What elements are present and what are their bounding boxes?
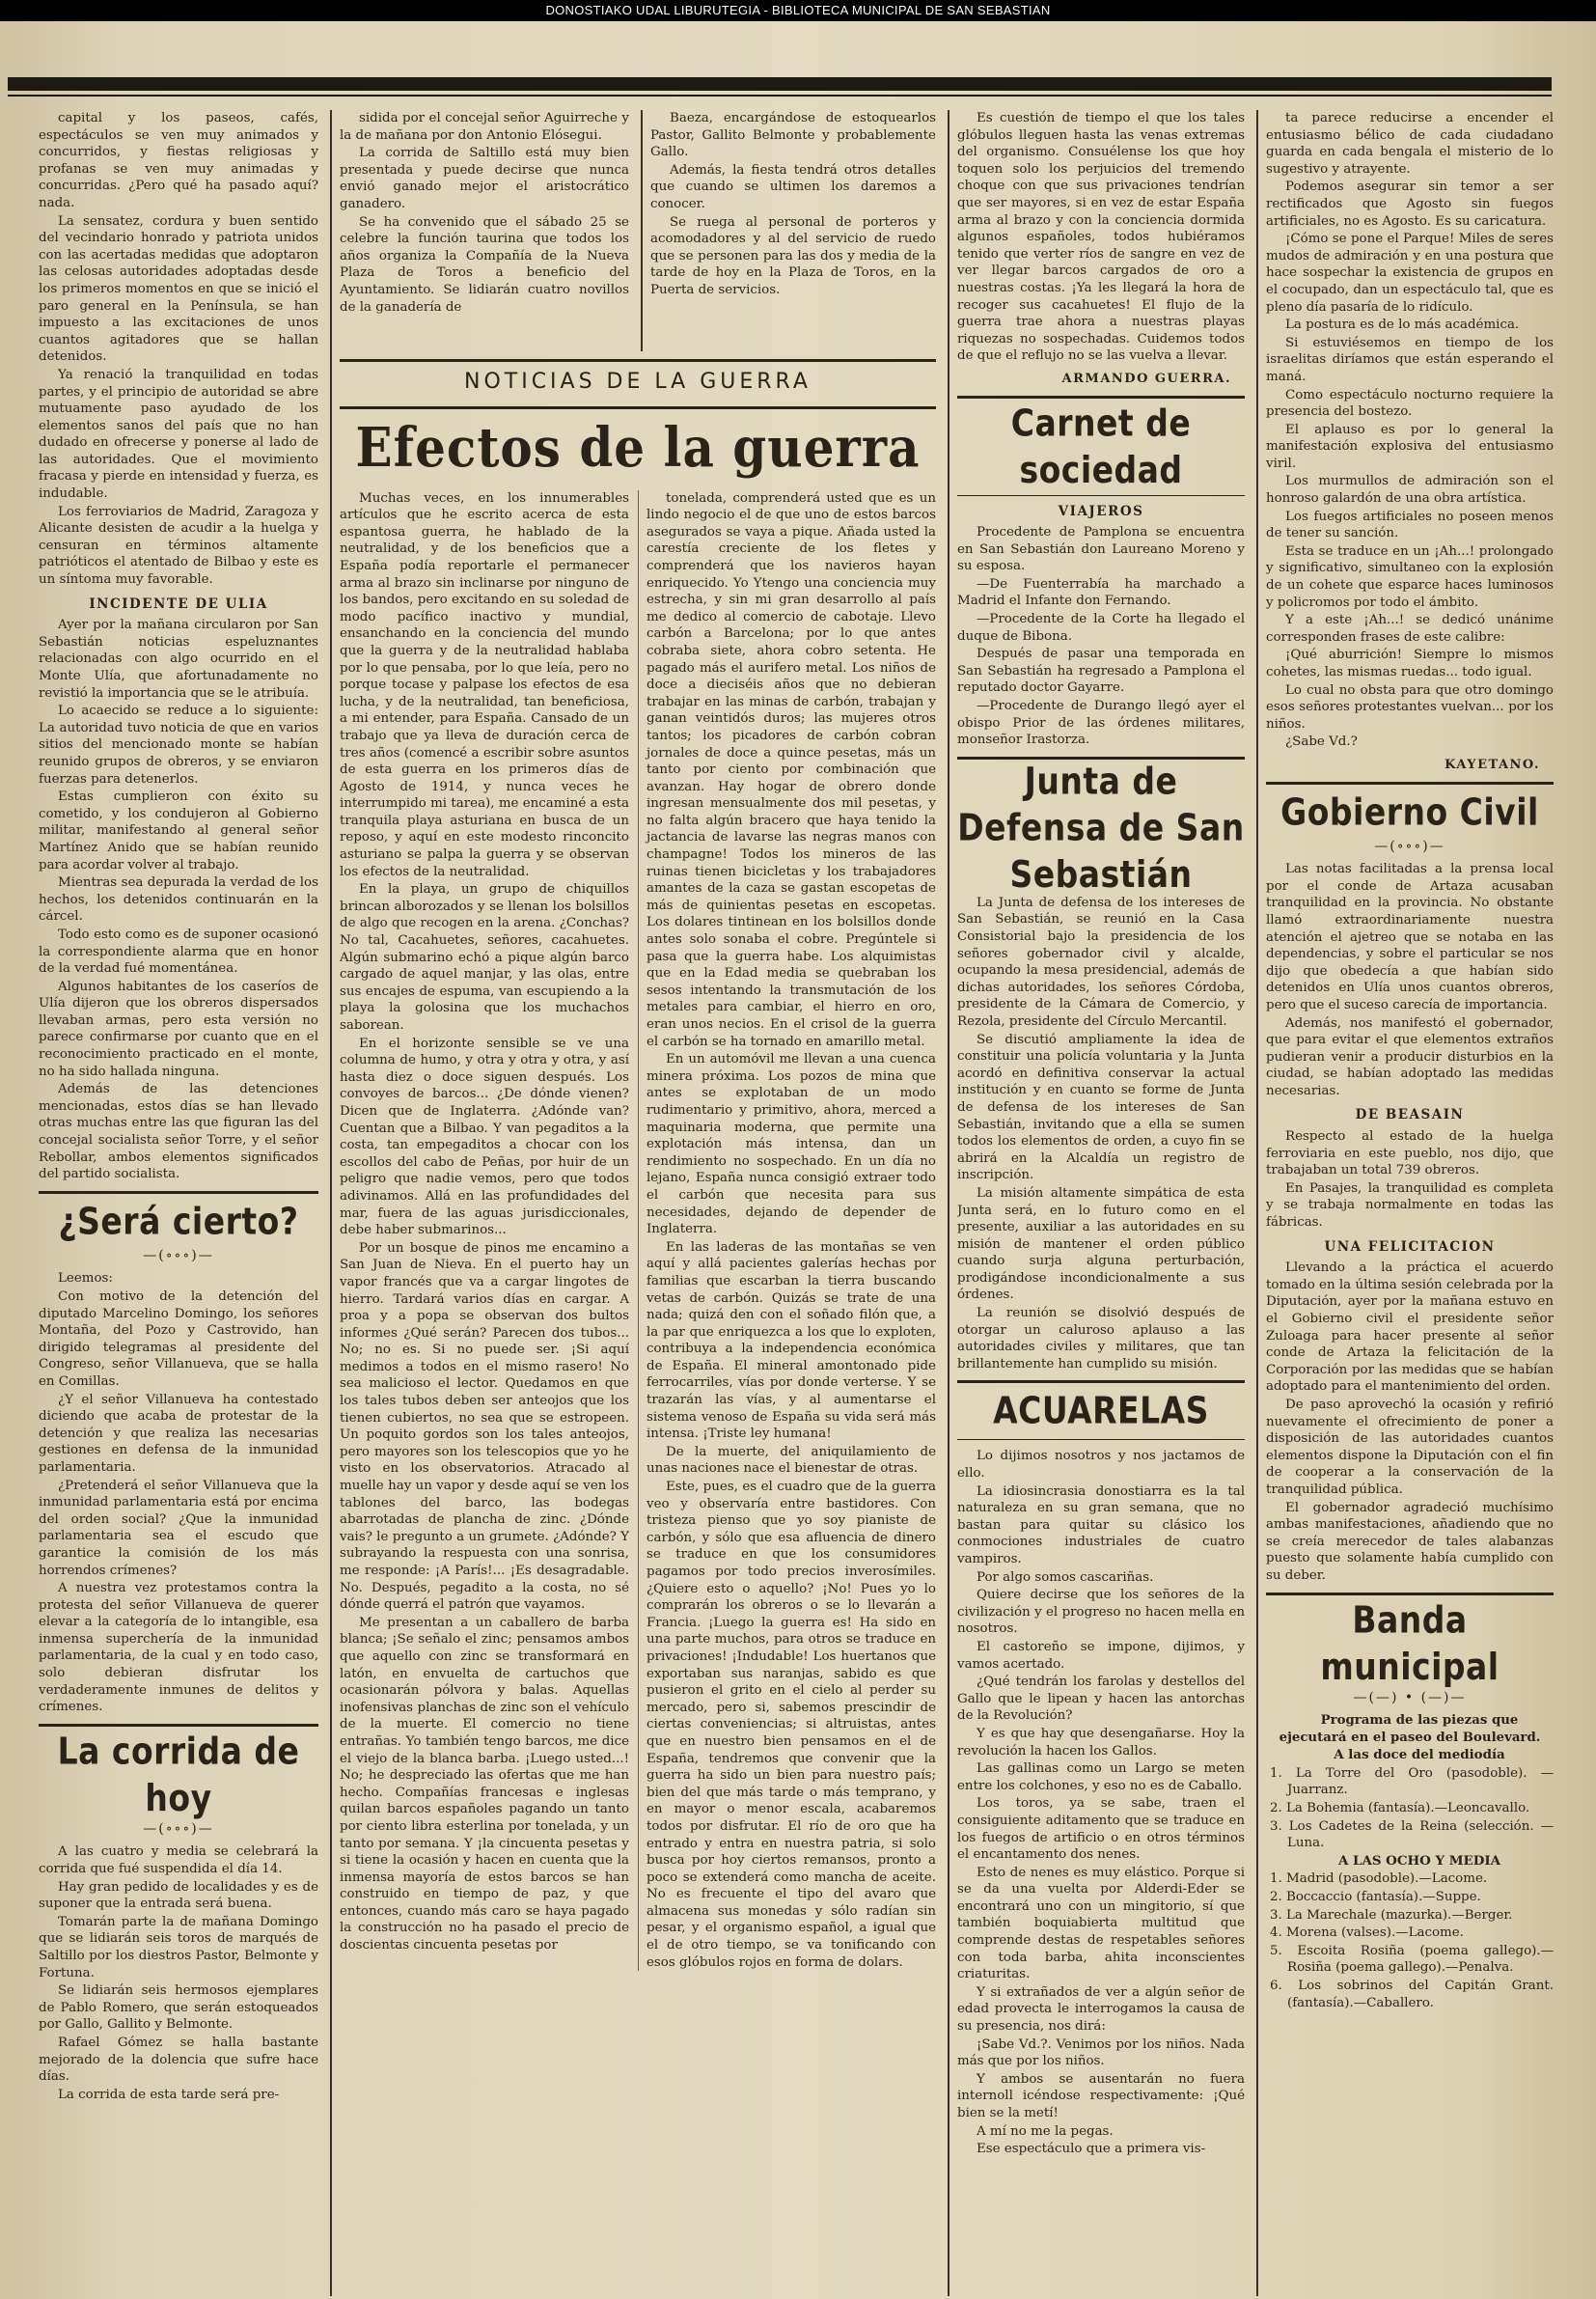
paragraph: —Procedente de Durango llegó ayer el obispo Prior de las órdenes militares, monseñor Irastorza. [957, 699, 1245, 748]
corrida-continued [340, 110, 629, 316]
paragraph: A nuestra vez protestamos contra la protesta del señor Villanueva de querer elevar a la categoría de lo intangible, esa inmensa superchería de la inmunidad parlamentaria, de la cual y en todo caso, solo debieran disfrutar los verdaderamente inmunes de delitos y crímenes. [39, 1581, 318, 1715]
paragraph: Por un bosque de pinos me encamino a San Juan de Nieva. En el puerto hay un vapor francés que va a cargar lingotes de hierro. Tardará varios días en cargar. A proa y a popa se observan dos bultos informes ¿Qué serán? Parecen dos tubos... No; no es. Si no puede ser. ¡Si aquí medimos a todos en el mismo rasero! No sea malicioso el lector. Quedamos en que los tales tubos deben ser anteojos que los tienen cubiertos, no sea que se estropeen. Un poquito gordos son los tales anteojos, pero mayores son los telescopios que yo he visto en los observatorios. Atracado al muelle hay un vapor y desde aquí se ven los tablones del barco, las bodegas abarrotadas de plancha de zinc. ¿Dónde vais? le pregunto a un grumete. ¿Adónde? Y subrayando la respuesta con una sonrisa, me responde: ¡A París!... ¡Es desagradable. No. Después, pegadito a la costa, no sé dónde querrá el patrón que vayamos. [340, 1240, 629, 1613]
paragraph: ¡Sabe Vd.?. Venimos por los niños. Nada más que por los niños. [957, 2036, 1245, 2069]
paragraph: La idiosincrasia donostiarra es la tal naturaleza en su gran semana, que no bastan para quitar su clásico los conmociones industriales de cuatro vampiros. [957, 1483, 1245, 1566]
paragraph: Se lidiarán seis hermosos ejemplares de Pablo Romero, que serán estoqueados por Gallo, Gallito y Belmonte. [39, 1983, 318, 2033]
paragraph: sidida por el concejal señor Aguirreche y la de mañana por don Antonio Elósegui. [340, 111, 629, 143]
masthead-rule [8, 77, 1552, 91]
paragraph: Baeza, encargándose de estoquearlos Pastor, Gallito Belmonte y probablemente Gallo. [650, 111, 936, 160]
corrida-details [650, 110, 936, 299]
paragraph: Llevando a la práctica el acuerdo tomado en la última sesión celebrada por la Diputación, ayer por la mañana estuvo en el Gobierno civil el presidente señor Zuloaga para hacer presente al señor conde de Artaza la felicitación de la Corporación por las medidas que se habían adoptado para el mantenimiento del orden. [1266, 1260, 1554, 1395]
paragraph: Es cuestión de tiempo el que los tales glóbulos lleguen hasta las venas extremas del organismo. Consuélense los que hoy toquen solo los perjuicios del tremendo choque con que sus privaciones tendrían que ser mayores, si en vez de estar España arma al brazo y con la conciencia dormida algunos españoles, todos hubiéramos tenido que verter ríos de sangre en vez de ver llegar barcos cargados de oro a nuestras costas. ¡Ya les llegará la hora de recoger sus cacahuetes! El flujo de la guerra trae ahora a nuestras playas riquezas no sospechadas. Cuidemos todos de que el reflujo no se las vuelva a llevar. [957, 111, 1245, 364]
paragraph: Podemos asegurar sin temor a ser rectificados que Agosto sin fuegos artificiales, no es Agosto. Es su caricatura. [1266, 180, 1554, 229]
paragraph: ¿Qué tendrán los farolas y destellos del Gallo que le lipean y hacen las antorchas de la Revolución? [957, 1675, 1245, 1724]
paragraph: La reunión se disolvió después de otorgar un caluroso aplauso a las autoridades civiles y militares, que tan brillantemente han cumplido su misión. [957, 1306, 1245, 1371]
section-rule [957, 1380, 1245, 1383]
column-2-top [340, 110, 629, 342]
paragraph: 5. Escoita Rosiña (poema gallego).—Rosiña (poema gallego).—Penalva. [1270, 1943, 1554, 1976]
banda-intro: Programa de las piezas que ejecutará en el paseo del Boulevard. [1279, 1713, 1541, 1745]
paragraph: Los ferroviarios de Madrid, Zaragoza y Alicante desisten de acudir a la huelga y censuran en términos altamente patrióticos el atentado de Bilbao y este es un síntoma muy favorable. [39, 504, 318, 588]
paragraph: ¿Sabe Vd.? [1285, 734, 1358, 750]
paragraph: Quiere decirse que los señores de la civilización y el progreso no hacen mella en nosotros. [957, 1588, 1245, 1637]
paragraph: ¡Cómo se pone el Parque! Miles de seres mudos de admiración y en una postura que hace sospechar la existencia de grupos en el cocupado, dan un espectáculo tal, que es pleno día pasaría de lo ridículo. [1266, 232, 1554, 315]
acuarelas-title: ACUARELAS [993, 1389, 1209, 1433]
paragraph: Y ambos se ausentarán no fuera internoll icéndose respectivamente: ¡Qué bien se la metí! [957, 2071, 1245, 2120]
paragraph: 2. La Bohemia (fantasía).—Leoncavallo. [1270, 1801, 1530, 1816]
junta-text [957, 895, 1245, 1373]
war-conclusion [957, 110, 1245, 365]
paragraph: Además, nos manifestó el gobernador, que para evitar el que elementos extraños pudieran venir a producir disturbios en la ciudad, se habían adoptado las medidas necesarias. [1266, 1015, 1554, 1098]
section-rule [39, 1191, 318, 1194]
junta-title: Junta de Defensa de San Sebastián [957, 759, 1245, 896]
incidente-title: INCIDENTE DE ULIA [89, 596, 268, 612]
paragraph: Lo acaecido se reduce a lo siguiente: La autoridad tuvo noticia de que en varios sitios del mencionado monte se habían reunido grupos de obreros, y se enviaron fuerzas para detenerlos. [39, 704, 318, 787]
paragraph: 4. Morena (valses).—Lacome. [1270, 1925, 1464, 1941]
paragraph: De paso aprovechó la ocasión y refirió nuevamente el ofrecimiento de poner a disposición de las autoridades cuantos elementos dispone la Diputación con el fin de cooperar a la conservación de la tranquilidad pública. [1266, 1397, 1554, 1497]
war-body [340, 490, 936, 1972]
paragraph: Este, pues, es el cuadro que de la guerra veo y observaría entre bastidores. Con tristeza pienso que yo soy pianiste de carbón, y sólo que esa afluencia de dinero se traduce en que los consumidores pagamos por todo precios inverosímiles. ¿Quiere esto o aquello? ¡No! Pues yo lo comprarán los obreros o se lo llevarán a Francia. ¡Luego la guerra es! Ha sido en una parte muchos, para otros se traduce en privaciones! ¡Indudable! Los huertanos que exportaban sus naranjas, sabido es que pusieron el grito en el cielo al perder su mercado, pero si, sabemos prescindir de ciertas conveniencias; si altruistas, antes que en nuestro bien pensamos en el de España, tendremos que convenir que la guerra ha sido un bien para nuestro país; bien del que más tarde o más temprano, y en mayor o menor escala, acabaremos todos por disfrutar. El río de oro que ha entrado y entra en nuestra patria, si solo busca por hoy ciertos remansos, pronto a poco se extenderá como mancha de aceite. No es frecuente el tipo del avaro que almacena sus monedas y sólo radían sin pesar, y el organismo español, a igual que el de otro tiempo, se va tonificando con esos glóbulos rojos en forma de dolars. [647, 1480, 936, 1970]
column-separator [330, 110, 332, 2296]
paragraph: Algunos habitantes de los caseríos de Ulía dijeron que los obreros dispersados llevaban armas, pero esta versión no parece confirmarse por cuanto que en el reconocimiento practicado en el monte, no ha sido hallada ninguna. [39, 979, 318, 1079]
paragraph: Me presentan a un caballero de barba blanca; ¡Se señalo el zinc; pensamos ambos que aquello con zinc se transformará en latón, en envuelta de cartuchos que ocasionarán pólvora y balas. Aquellas inofensivas planchas de zinc son el vehículo de la muerte. El comercio no tiene entrañas. Yo también tengo barcos, me dice el viejo de la blanca barba. ¡Luego usted...! No; he despreciado las ofertas que me han hecho. Compañías francesas e inglesas quilan barcos españoles pagando un tanto por ciento libra esterlina por tonelada, y un tanto por semana. Y ¡la cincuenta pesetas y si tiene la ocasión y hacen en cuenta que la inmensa mayoría de estos barcos se han construido en tiempo de paz, y que entonces, cuando más caro se haya pagado la construcción no ha pasado el precio de doscientas cincuenta pesetas por [340, 1615, 629, 1953]
gobierno-text [1266, 861, 1554, 1099]
paragraph: En un automóvil me llevan a una cuenca minera próxima. Los pozos de mina que antes se explotaban de un modo rudimentario y primitivo, ahora, merced a maquinaria moderna, que permite una explotación más intensa, dan un rendimiento no sospechado. En un día no lejano, España nunca consigió extraer todo el carbón que necesita para sus necesidades, dejando de depender de Inglaterra. [647, 1052, 936, 1237]
paragraph: El gobernador agradeció muchísimo ambas manifestaciones, añadiendo que no se creía merecedor de tales alabanzas puesto que solamente había cumplido con su deber. [1266, 1500, 1554, 1583]
paragraph: Rafael Gómez se halla bastante mejorado de la dolencia que sufre hace días. [39, 2035, 318, 2085]
paragraph: Y si extrañados de ver a algún señor de edad provecta le interrogamos la causa de su presencia, nos dirá: [957, 1984, 1245, 2035]
paragraph: La corrida de esta tarde será pre- [58, 2087, 280, 2102]
felicitacion-title: UNA FELICITACION [1324, 1238, 1496, 1255]
column-separator [1256, 110, 1258, 2296]
paragraph: En las laderas de las montañas se ven aquí y allá pacientes galerías hechas por familias que escarban la tierra buscando vetas de carbón. Quizás se trate de una nada; quizá den con el soñado filón que, a la par que enriquezca a los que lo exploten, contribuya a la independencia económica de España. El mineral amontonado pide ferrocarriles, vías por donde verterse. Y se trazarán las vías, y al aumentarse el sistema venoso de España su vida será más intensa. ¡Triste ley humana! [647, 1239, 936, 1442]
corrida-ornament: —(∘∘∘)— [143, 1820, 214, 1837]
paragraph: Lo dijimos nosotros y nos jactamos de ello. [957, 1449, 1245, 1482]
paragraph: 1. La Torre del Oro (pasodoble). — Juarranz. [1270, 1765, 1554, 1798]
paragraph: La Junta de defensa de los intereses de San Sebastián, se reunió en la Casa Consistorial bajo la presidencia de los señores gobernador civil y alcalde, ocupando la mesa presidencial, además de dichas autoridades, los señores Córdoba, presidente de la Cámara de Comercio, y Rezola, presidente del Círculo Mercantil. [957, 895, 1245, 1029]
paragraph: El aplauso es por lo general la manifestación explosiva del entusiasmo viril. [1266, 422, 1554, 471]
paragraph: tonelada, comprenderá usted que es un lindo negocio el de que uno de estos barcos asegurados se vaya a pique. Añada usted la carestía creciente de los fletes y comprenderá que los navieros hayan enriquecido. Yo Ytengo una conciencia muy estrecha, y sin mi gran desarrollo al país me dedico al comercio de cabotaje. Llevo carbón a Barcelona; por lo que antes cobraba siete, ahora cobro setenta. He pagado más el aurifero metal. Los niños de doce a dieciséis años que no debieran trabajar en las minas de carbón, trabajan y ganan veintidós duros; las mujeres otros tantos; los picadores de carbón cobran jornales de doce a quince pesetas, más un tanto por ciento por combinación que avanzan. Hay hogar de obrero donde ingresan mensualmente dos mil pesetas, y no falta algún bracero que haya tenido la jactancia de lavarse las negras manos con champagne! Todos los mineros de las ruinas tienen bicicletas y los trabajadores amantes de la caza se gastan escopetas de más de quinientas pesetas en escopetas. Los dolares tintinean en los bolsillos donde antes solo sonaba el cobre. Pregúntele si pasa que la guerra habe. Los alquimistas que en la Edad media se quebraban los sesos intentando la transmutación de los metales para cambiar, el hierro en oro, eran unos necios. En el crisol de la guerra el carbón se ha tornado en amarillo metal. [647, 490, 936, 1049]
banda-ornament: —(—) • (—)— [1353, 1689, 1467, 1705]
paragraph: En la playa, un grupo de chiquillos brincan alborozados y se llenan los bolsillos de algo que recogen en la arena. ¿Conchas? No tal, Cacahuetes, señores, cacahuetes. Algún submarino echó a pique algún barco cargado de aquel manjar, y las olas, entre sus encajes de espuma, van escupiendo a la playa la golosina que los muchachos saborean. [340, 882, 629, 1033]
paragraph: De la muerte, del aniquilamiento de unas naciones nace el bienestar de otras. [647, 1444, 936, 1477]
paragraph: A mí no me la pegas. [977, 2123, 1114, 2139]
acuarelas-signature: KAYETANO. [1445, 757, 1540, 772]
paragraph: capital y los paseos, cafés, espectáculos se ven muy animados y concurridos, y fiestas religiosas y profanas se ven muy animadas y concurridas. ¿Pero qué ha pasado aquí? nada. [39, 111, 318, 210]
paragraph: En Pasajes, la tranquilidad es completa y se trabaja normalmente en todas las fábricas. [1266, 1180, 1554, 1231]
paragraph: ¡Qué aburrición! Siempre lo mismos cohetes, las mismas ruedas... todo igual. [1266, 648, 1554, 679]
beasain-title: DE BEASAIN [1355, 1107, 1465, 1123]
viajeros-title: VIAJEROS [1058, 503, 1144, 519]
paragraph: 3. Los Cadetes de la Reina (selección. — Luna. [1270, 1818, 1554, 1851]
paragraph: Por algo somos cascariñas. [977, 1569, 1154, 1585]
paragraph: Ese espectáculo que a primera vis- [977, 2142, 1206, 2157]
section-rule [1266, 782, 1554, 785]
war-title: Efectos de la guerra [355, 414, 921, 480]
paragraph: Todo esto como es de suponer ocasionó la correspondiente alarma que en honor de la verdad fué momentánea. [39, 927, 318, 977]
war-header-box [340, 359, 936, 409]
column-3-top [650, 110, 936, 342]
paragraph: Muchas veces, en los innumerables artículos que he escrito acerca de esta espantosa guerra, he hablado de la neutralidad, y de los beneficios que a España podía reportarle el permanecer arma al brazo sin inclinarse por ninguno de los bandos, pero excitando en su soledad de modo pacífico inactivo y mundial, ensanchando en la conciencia del mundo que la guerra y de la neutralidad hablaba por lo que pensaba, por lo que leía, pero no porque tocase y palpase los efectos de esa lucha, y de la neutralidad, tan beneficiosa, a mi entender, para España. Cansado de un trabajo que ya lleva de duración cerca de tres años (comencé a escribir sobre asuntos de esta guerra en los primeros días de Agosto de 1914, y nunca veces he interrumpido mi tarea), me encaminé a esta tranquila playa asturiana en busca de un reposo, y aquí en este modesto rinconcito asturiano se palpa la guerra y se observan los efectos de la neutralidad. [340, 490, 629, 879]
section-rule [39, 1724, 318, 1727]
paragraph: Se ha convenido que el sábado 25 se celebre la función taurina que todos los años organiza la Compañía de la Nueva Plaza de Toros a beneficio del Ayuntamiento. Se lidiarán cuatro novillos de la ganadería de [340, 214, 629, 315]
corrida-title: La corrida de hoy [57, 1729, 300, 1819]
column-4 [957, 110, 1245, 2296]
sera-text [39, 1270, 318, 1715]
paragraph: La misión altamente simpática de esta Junta será, en lo futuro como en el presente, auxiliar a las autoridades en su misión de mantener el orden público cuando surja alguna perturbación, prodigándose incondicionalmente a sus órdenes. [957, 1185, 1245, 1303]
war-header: NOTICIAS DE LA GUERRA [464, 370, 812, 394]
paragraph: Se ruega al personal de porteros y acomodadores y al del servicio de ruedo que se personen para las dos y media de la tarde de hoy en la Plaza de Toros, en la Puerta de servicios. [650, 214, 936, 297]
paragraph: Los murmullos de admiración son el honroso galardón de una obra artística. [1266, 474, 1554, 507]
banda-title: Banda municipal [1320, 1597, 1500, 1688]
paragraph: Las notas facilitadas a la prensa local por el conde de Artaza acusaban tranquilidad en la provincia. No obstante llamó extraordinariamente nuestra atención el ajetreo que se notaba en las dependencias, y sobre el particular se nos dijo que obedecía a que habían sido detenidos en Ulía unos cuantos obreros, pero que el suceso carecía de importancia. [1266, 862, 1554, 1012]
paragraph: Se discutió ampliamente la idea de constituir una policía voluntaria y la Junta acordó en definitiva conservar la actual institución y en cuanto se forme de Junta de defensa de los intereses de San Sebastián, invitando que a ella se sumen todos los elementos de orden, a cuyo fin se abrirá en la Alcaldía un registro de inscripción. [957, 1032, 1245, 1183]
paragraph: Los fuegos artificiales no poseen menos de tener su sanción. [1266, 509, 1554, 541]
banda-morning-list [1266, 1765, 1554, 1852]
carnet-title: Carnet de sociedad [1010, 401, 1192, 491]
felicitacion-text [1266, 1260, 1554, 1584]
paragraph: Esta se traduce en un ¡Ah...! prolongado y significativo, simultaneo con la explosión de un cohete que esparce haces luminosos y policromos por todo el ámbito. [1266, 543, 1554, 610]
paragraph: Ayer por la mañana circularon por San Sebastián noticias espeluznantes relacionadas con algo ocurrido en el Monte Ulía, que afortunadamente no revistió la importancia que se le atribuía. [39, 618, 318, 701]
paragraph: —Procedente de la Corte ha llegado el duque de Bibona. [957, 612, 1245, 644]
section-rule [957, 1439, 1245, 1440]
paragraph: 2. Boccaccio (fantasía).—Suppe. [1270, 1890, 1481, 1905]
paragraph: Respecto al estado de la huelga ferroviaria en este pueblo, nos dijo, que trabajaban un total 739 obreros. [1266, 1129, 1554, 1178]
paragraph: 1. Madrid (pasodoble).—Lacome. [1270, 1871, 1488, 1887]
paragraph: Tomarán parte la de mañana Domingo que se lidiarán seis toros de marqués de Saltillo por los diestros Pastor, Belmonte y Fortuna. [39, 1914, 318, 1980]
paragraph: ¿Y el señor Villanueva ha contestado diciendo que acaba de protestar de la detención y que realiza las necesarias gestiones en defensa de la inmunidad parlamentaria. [39, 1392, 318, 1475]
sera-ornament: —(∘∘∘)— [143, 1247, 214, 1263]
paragraph: A las cuatro y media se celebrará la corrida que fué suspendida el día 14. [39, 1844, 318, 1877]
paragraph: Leemos: [58, 1271, 113, 1287]
paragraph: Esto de nenes es muy elástico. Porque si se da una vuelta por Alderdi-Eder se encontrará uno con un mingitorio, sí que también boquiabierta multitud que comprende destas de respetables señores con toda barba, ahita inconscientes criaturitas. [957, 1865, 1245, 1982]
paragraph: 3. La Marechale (mazurka).—Berger. [1270, 1907, 1513, 1923]
banda-evening-title: A LAS OCHO Y MEDIA [1337, 1852, 1500, 1869]
paragraph: La sensatez, cordura y buen sentido del vecindario honrado y patriota unidos con las acertadas medidas que adoptaron las celosas autoridades adoptadas desde los primeros momentos en que se inició el paro general en la Península, se han impuesto a las excitaciones de unos cuantos agitadores que se hallan detenidos. [39, 213, 318, 365]
banda-morning-title: A las doce del mediodía [1334, 1747, 1505, 1763]
paragraph: —De Fuenterrabía ha marchado a Madrid el Infante don Fernando. [957, 576, 1245, 609]
paragraph: ¿Pretenderá el señor Villanueva que la inmunidad parlamentaria está por encima del orden social? ¿Que la inmunidad parlamentaria sea el escudo que garantice la comisión de los más horrendos crímenes? [39, 1478, 318, 1578]
paragraph: Estas cumplieron con éxito su cometido, y los condujeron al Gobierno militar, manifestando al general señor Martínez Anido que se habían reunido para acordar volver al trabajo. [39, 789, 318, 873]
column-5 [1266, 110, 1554, 2296]
section-rule [957, 495, 1245, 496]
gobierno-ornament: —(∘∘∘)— [1374, 838, 1445, 854]
paragraph: Ya renació la tranquilidad en todas partes, y el principio de autoridad se abre mutuamente paso ayudado de los elementos sanos del país que no han dudado en ofrecerse y ponerse al lado de las autoridades. Que el movimiento fracasa y pierde en intensidad y fuerza, es indudable. [39, 367, 318, 502]
beasain-text [1266, 1128, 1554, 1232]
paragraph: Hay gran pedido de localidades y es de suponer que la entrada será buena. [39, 1879, 318, 1912]
column-separator [948, 110, 949, 2296]
paragraph: Procedente de Pamplona se encuentra en San Sebastián don Laureano Moreno y su esposa. [957, 525, 1245, 574]
gobierno-title: Gobierno Civil [1280, 789, 1539, 834]
intro-text [39, 110, 318, 589]
paragraph: En el horizonte sensible se ve una columna de humo, y otra y otra y otra, y así hasta diez o doce siguen después. Los convoyes de barcos... ¿De dónde vienen? Dicen que de Inglaterra. ¿Adónde van? Cuentan que a Bilbao. Y van pegaditos a la costa, tan empegaditos a chocar con los escollos del cabo de Peñas, por huir de un peligro que nadie vemos, pero que todos adivinamos. Allá en las profundidades del mar, fuera de las aguas jurisdiccionales, debe haber submarinos... [340, 1036, 629, 1238]
column-separator [641, 110, 643, 351]
paragraph: Después de pasar una temporada en San Sebastián ha regresado a Pamplona el reputado doctor Gayarre. [957, 647, 1245, 696]
paragraph: Además de las detenciones mencionadas, estos días se han llevado otras muchas entre las que figuran las del concejal socialista señor Torre, y el señor Rebollar, ambos elementos significados del partido socialista. [39, 1082, 318, 1182]
section-rule [957, 396, 1245, 399]
banda-evening-list [1266, 1870, 1554, 2011]
paragraph: ta parece reducirse a encender el entusiasmo bélico de cada ciudadano guarda en cada bengala el misterio de lo sugestivo y atrayente. [1266, 111, 1554, 177]
war-signature: ARMANDO GUERRA. [1061, 371, 1231, 386]
acuarelas-text [957, 1448, 1245, 2157]
paragraph: Además, la fiesta tendrá otros detalles que cuando se ultimen los daremos a conocer. [650, 162, 936, 211]
paragraph: Las gallinas como un Largo se meten entre los colchones, y eso no es de Caballo. [957, 1761, 1245, 1793]
paragraph: Y a este ¡Ah...! se dedicó unánime corresponden frases de este calibre: [1266, 613, 1554, 645]
paragraph: 6. Los sobrinos del Capitán Grant. (fantasía).—Caballero. [1270, 1979, 1554, 2010]
paragraph: Lo cual no obsta para que otro domingo esos señores protestantes vuelvan... por los niños. [1266, 682, 1554, 732]
section-rule [1266, 1593, 1554, 1595]
column-1 [39, 110, 318, 2296]
paragraph: La postura es de lo más académica. [1285, 318, 1520, 333]
viajeros-text [957, 524, 1245, 749]
incidente-text [39, 617, 318, 1183]
acuarelas-continued [1266, 110, 1554, 751]
paragraph: La corrida de Saltillo está muy bien presentada y puede decirse que nunca envió ganado mejor el aristocrático ganadero. [340, 146, 629, 211]
sera-title: ¿Será cierto? [58, 1199, 299, 1243]
paragraph: El castoreño se impone, dijimos, y vamos acertado. [957, 1639, 1245, 1672]
newspaper-page [0, 21, 1596, 2299]
paragraph: Los toros, ya se sabe, traen el consiguiente aditamento que se traduce en los fuegos de artificio o en otros términos el encantamento dos nenes. [957, 1796, 1245, 1863]
war-article [340, 349, 936, 2296]
paragraph: Con motivo de la detención del diputado Marcelino Domingo, los señores Montaña, del Pozo y Castrovido, han dirigido telegramas al presidente del Congreso, señor Villanueva, que se halla en Comillas. [39, 1289, 318, 1389]
library-header: DONOSTIAKO UDAL LIBURUTEGIA - BIBLIOTECA MUNICIPAL DE SAN SEBASTIAN [0, 0, 1596, 21]
paragraph: Y es que hay que desengañarse. Hoy la revolución la hacen los Gallos. [957, 1726, 1245, 1759]
paragraph: Si estuviésemos en tiempo de los israelitas diríamos que están esperando el maná. [1266, 335, 1554, 384]
paragraph: Como espectáculo nocturno requiere la presencia del bostezo. [1266, 387, 1554, 420]
paragraph: Mientras sea depurada la verdad de los hechos, los detenidos continuarán en la cárcel. [39, 875, 318, 925]
corrida-text [39, 1843, 318, 2103]
